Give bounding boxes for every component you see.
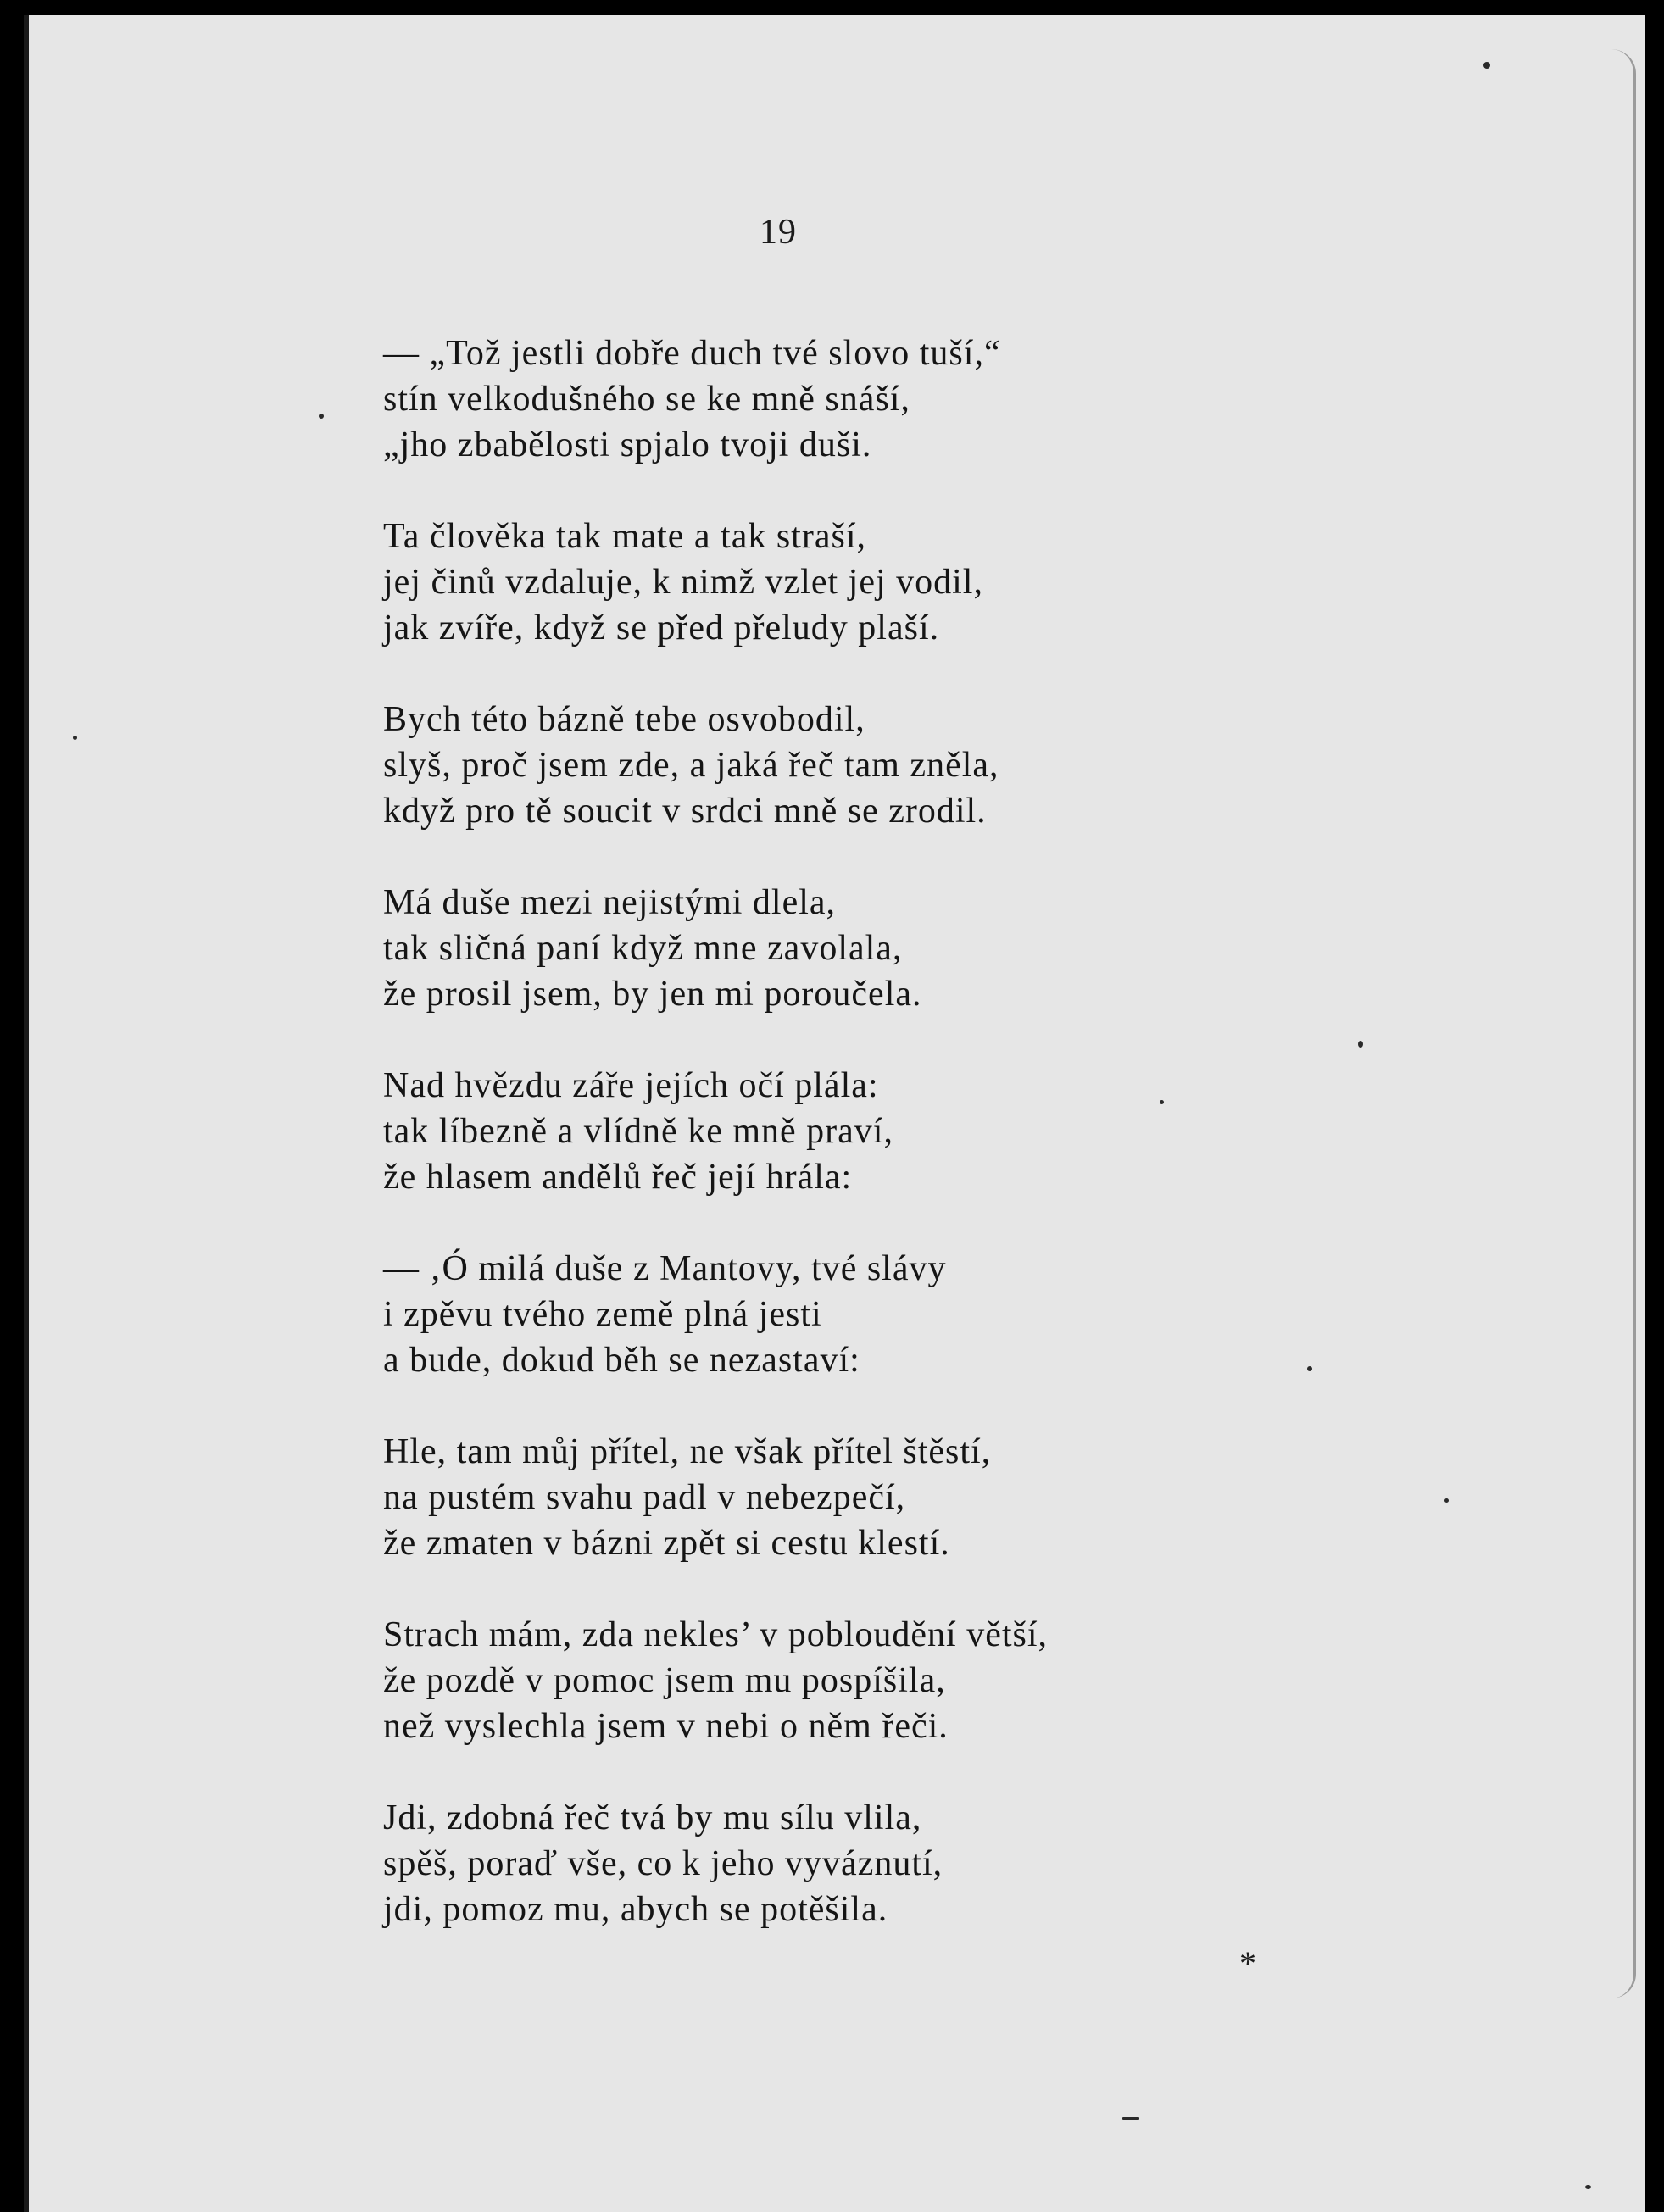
poem-line: a bude, dokud běh se nezastaví: <box>383 1341 860 1380</box>
poem-line: Bych této bázně tebe osvobodil, <box>383 700 865 739</box>
poem-line: když pro tě soucit v srdci mně se zrodil. <box>383 792 987 831</box>
ornament-asterisk: * <box>1239 1944 1256 1982</box>
poem-line: slyš, proč jsem zde, a jaká řeč tam zněla, <box>383 746 999 785</box>
scan-speck <box>1160 1100 1164 1104</box>
scan-speck <box>1122 2117 1139 2120</box>
scan-speck <box>1444 1498 1449 1503</box>
scan-speck <box>319 414 324 419</box>
poem-line: že hlasem andělů řeč její hrála: <box>383 1158 853 1197</box>
poem-line: jak zvíře, když se před přeludy plaší. <box>383 609 940 647</box>
poem-line: tak sličná paní když mne zavolala, <box>383 929 903 968</box>
poem-line: spěš, poraď vše, co k jeho vyváznutí, <box>383 1844 943 1883</box>
scan-speck <box>1307 1366 1312 1371</box>
stanza <box>383 1612 1316 1749</box>
poem-line: Strach mám, zda nekles’ v pobloudění větší, <box>383 1615 1049 1654</box>
poem-line: i zpěvu tvého země plná jesti <box>383 1295 822 1334</box>
stanza <box>383 1795 1316 1932</box>
poem-line: než vyslechla jsem v nebi o něm řeči. <box>383 1707 949 1746</box>
poem-line: Hle, tam můj přítel, ne však přítel štěstí, <box>383 1432 992 1471</box>
stanza <box>383 1063 1316 1200</box>
poem-line: — ‚Ó milá duše z Mantovy, tvé slávy <box>383 1249 947 1288</box>
stanza <box>383 514 1316 651</box>
scan-speck <box>1585 2185 1591 2189</box>
poem-line: na pustém svahu padl v nebezpečí, <box>383 1478 906 1517</box>
page-number: 19 <box>760 213 797 252</box>
poem-line: stín velkodušného se ke mně snáší, <box>383 380 910 419</box>
poem-line: tak líbezně a vlídně ke mně praví, <box>383 1112 893 1151</box>
poem-line: jdi, pomoz mu, abych se potěšila. <box>383 1890 888 1929</box>
poem-line: „jho zbabělosti spjalo tvoji duši. <box>383 425 872 464</box>
poem-line: Ta člověka tak mate a tak straší, <box>383 517 866 556</box>
stanza <box>383 1429 1316 1566</box>
poem-line: — „Tož jestli dobře duch tvé slovo tuší,“ <box>383 334 1001 373</box>
poem-line: že prosil jsem, by jen mi poroučela. <box>383 975 922 1014</box>
poem-line: Má duše mezi nejistými dlela, <box>383 883 837 922</box>
poem-line: že pozdě v pomoc jsem mu pospíšila, <box>383 1661 946 1700</box>
scan-speck <box>1358 1041 1363 1048</box>
stanza <box>383 880 1316 1017</box>
scan-speck <box>73 736 77 740</box>
stanza <box>383 1246 1316 1383</box>
stanza <box>383 331 1316 468</box>
stanza <box>383 697 1316 834</box>
poem-line: Nad hvězdu záře jejích očí plála: <box>383 1066 879 1105</box>
poem-line: Jdi, zdobná řeč tvá by mu sílu vlila, <box>383 1798 922 1837</box>
poem-body <box>383 331 1316 1978</box>
book-page <box>24 15 1645 2212</box>
poem-line: jej činů vzdaluje, k nimž vzlet jej vodil, <box>383 563 983 602</box>
scan-speck <box>1483 62 1490 69</box>
poem-line: že zmaten v bázni zpět si cestu klestí. <box>383 1524 950 1563</box>
page-edge-curve <box>1611 49 1636 1998</box>
